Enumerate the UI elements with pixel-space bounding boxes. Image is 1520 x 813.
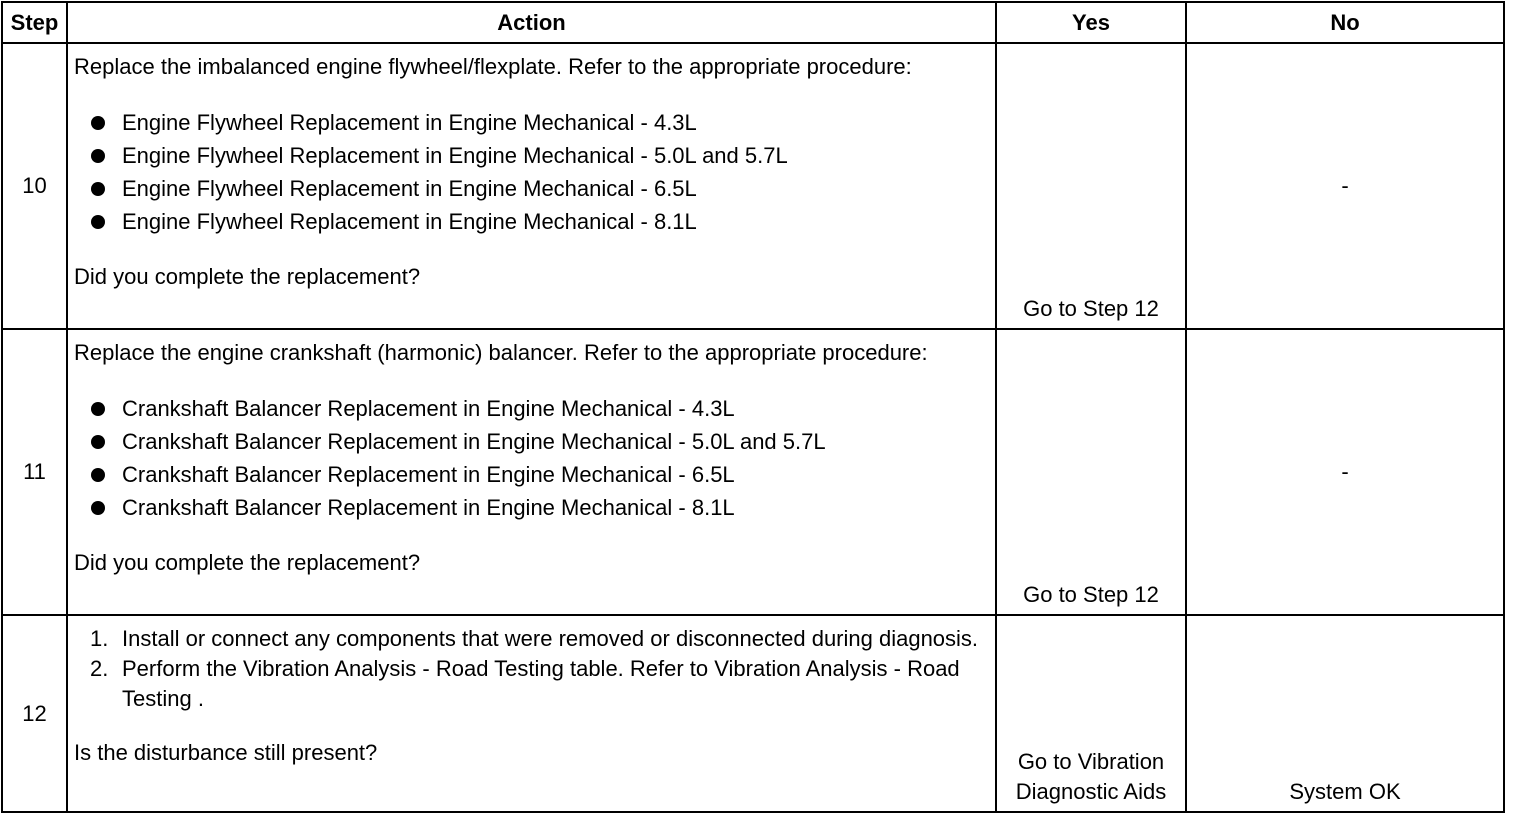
action-question: Did you complete the replacement? [74,550,421,575]
procedure-list [74,106,985,238]
header-no: No [1186,2,1504,43]
yes-cell[interactable]: Go to Vibration Diagnostic Aids [996,615,1186,812]
procedure-item [74,392,985,425]
bullet-icon [91,116,105,130]
numbered-steps [74,624,985,714]
procedure-link[interactable]: Engine Flywheel Replacement in Engine Mechanical - 4.3L [122,110,697,135]
header-yes: Yes [996,2,1186,43]
yes-cell[interactable]: Go to Step 12 [996,43,1186,329]
procedure-item [74,205,985,238]
action-cell [67,43,996,329]
procedure-item [74,172,985,205]
procedure-link[interactable]: Engine Flywheel Replacement in Engine Mechanical - 8.1L [122,209,697,234]
action-cell [67,615,996,812]
yes-cell[interactable]: Go to Step 12 [996,329,1186,615]
procedure-list [74,392,985,524]
diagnostic-table [1,1,1505,813]
no-cell: - [1186,43,1504,329]
procedure-link[interactable]: Engine Flywheel Replacement in Engine Mechanical - 6.5L [122,176,697,201]
table-row-step-10 [2,43,1504,329]
step-number: 11 [2,329,67,615]
bullet-icon [91,501,105,515]
procedure-item [74,491,985,524]
table-header-row [2,2,1504,43]
step-text[interactable]: Perform the Vibration Analysis - Road Testing table. Refer to Vibration Analysis - Road Testing . [122,656,960,711]
procedure-item [74,139,985,172]
step-marker: 1. [90,626,109,651]
step-text: Install or connect any components that were removed or disconnected during diagnosis. [122,626,979,651]
no-cell: - [1186,329,1504,615]
procedure-link[interactable]: Crankshaft Balancer Replacement in Engine Mechanical - 8.1L [122,495,735,520]
step-marker: 2. [90,656,109,681]
action-intro: Replace the engine crankshaft (harmonic) balancer. Refer to the appropriate procedure: [74,340,928,365]
header-step: Step [2,2,67,43]
header-action: Action [67,2,996,43]
procedure-link[interactable]: Engine Flywheel Replacement in Engine Mechanical - 5.0L and 5.7L [122,143,788,168]
bullet-icon [91,435,105,449]
table-row-step-11 [2,329,1504,615]
procedure-item [74,425,985,458]
procedure-item [74,458,985,491]
step-number: 12 [2,615,67,812]
numbered-step [74,624,985,654]
action-cell [67,329,996,615]
procedure-link[interactable]: Crankshaft Balancer Replacement in Engine Mechanical - 6.5L [122,462,735,487]
table-row-step-12 [2,615,1504,812]
procedure-link[interactable]: Crankshaft Balancer Replacement in Engine Mechanical - 4.3L [122,396,735,421]
bullet-icon [91,468,105,482]
action-question: Is the disturbance still present? [74,740,378,765]
no-cell: System OK [1186,615,1504,812]
action-intro: Replace the imbalanced engine flywheel/flexplate. Refer to the appropriate procedure: [74,54,912,79]
bullet-icon [91,149,105,163]
bullet-icon [91,215,105,229]
action-question: Did you complete the replacement? [74,264,421,289]
bullet-icon [91,402,105,416]
step-number: 10 [2,43,67,329]
procedure-item [74,106,985,139]
bullet-icon [91,182,105,196]
procedure-link[interactable]: Crankshaft Balancer Replacement in Engine Mechanical - 5.0L and 5.7L [122,429,826,454]
numbered-step [74,654,985,714]
